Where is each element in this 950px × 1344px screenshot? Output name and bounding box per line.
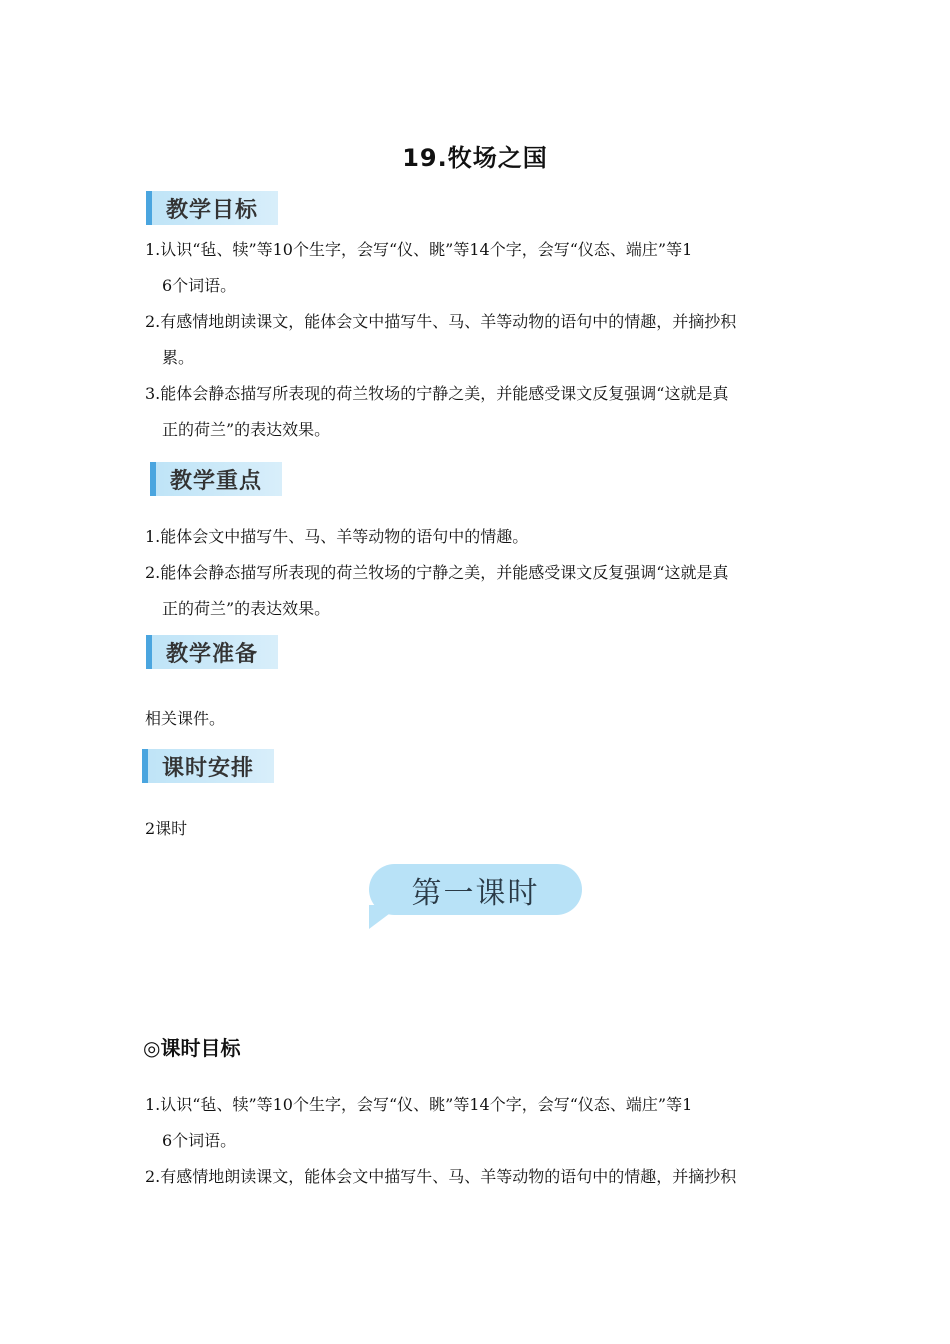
lesson-goal-2-line-1: 2.有感情地朗读课文，能体会文中描写牛、马、羊等动物的语句中的情趣，并摘抄积	[145, 1167, 737, 1186]
lesson-goals-heading: ◎课时目标	[143, 1036, 241, 1060]
schedule-line: 2课时	[145, 819, 188, 838]
goal-2-line-1: 2.有感情地朗读课文，能体会文中描写牛、马、羊等动物的语句中的情趣，并摘抄积	[145, 312, 737, 331]
section-heading-goals: 教学目标	[146, 191, 278, 225]
lesson-goal-1-line-1: 1.认识“毡、犊”等10个生字，会写“仪、眺”等14个字，会写“仪态、端庄”等1	[145, 1095, 693, 1114]
key-1-line-1: 1.能体会文中描写牛、马、羊等动物的语句中的情趣。	[145, 527, 529, 546]
key-2-line-1: 2.能体会静态描写所表现的荷兰牧场的宁静之美，并能感受课文反复强调“这就是真	[145, 563, 729, 582]
preparation-line: 相关课件。	[145, 709, 226, 728]
key-points-list	[145, 519, 810, 627]
section-heading-schedule: 课时安排	[142, 749, 274, 783]
goals-list	[145, 232, 810, 448]
page-title: 19.牧场之国	[402, 144, 548, 172]
goal-1-line-2: 6个词语。	[162, 276, 237, 295]
goal-1-line-1: 1.认识“毡、犊”等10个生字，会写“仪、眺”等14个字，会写“仪态、端庄”等1	[145, 240, 693, 259]
lesson-goals-list	[145, 1087, 810, 1195]
section-heading-preparation: 教学准备	[146, 635, 278, 669]
lesson-goal-1-line-2: 6个词语。	[162, 1131, 237, 1150]
schedule-text	[145, 811, 810, 847]
goal-3-line-1: 3.能体会静态描写所表现的荷兰牧场的宁静之美，并能感受课文反复强调“这就是真	[145, 384, 729, 403]
section-heading-key-points: 教学重点	[150, 462, 282, 496]
key-2-line-2: 正的荷兰”的表达效果。	[162, 599, 331, 618]
goal-3-line-2: 正的荷兰”的表达效果。	[162, 420, 331, 439]
goal-2-line-2: 累。	[162, 348, 195, 367]
lesson-speech-bubble: 第一课时	[369, 864, 582, 915]
preparation-text	[145, 701, 810, 737]
